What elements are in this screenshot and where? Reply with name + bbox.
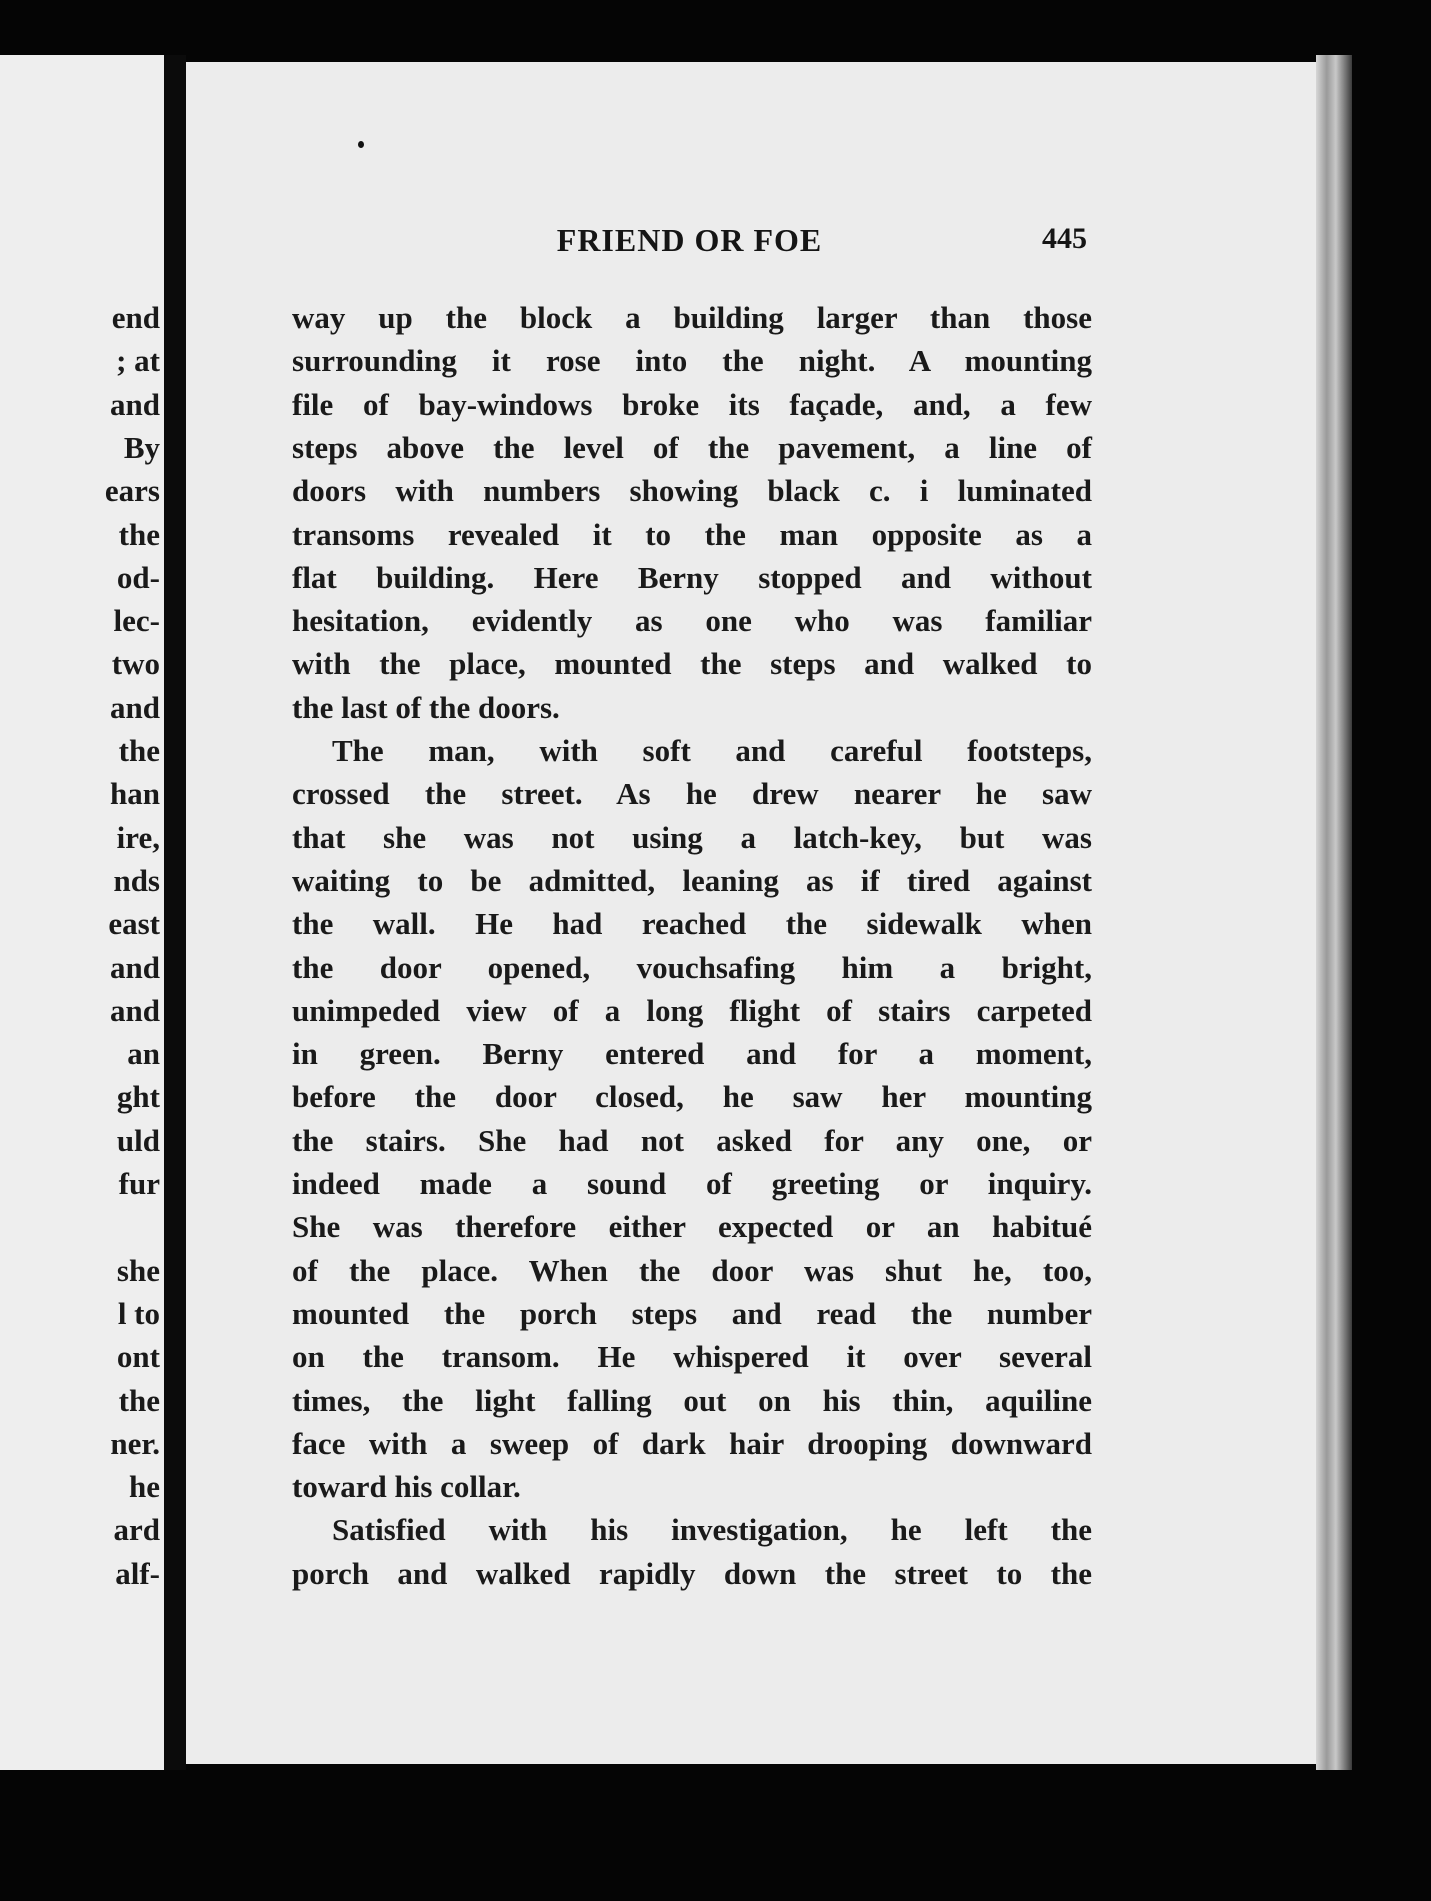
previous-page-line: l to	[117, 1295, 160, 1331]
previous-page-line: han	[110, 776, 160, 812]
previous-page-line: the	[118, 1382, 160, 1418]
text-line: mounted the porch steps and read the number	[292, 1295, 1092, 1331]
text-line: indeed made a sound of greeting or inquiry.	[292, 1166, 1092, 1201]
previous-page-line: and	[110, 689, 160, 725]
previous-page-line: two	[111, 646, 160, 682]
text-line: with the place, mounted the steps and walked to	[292, 646, 1092, 682]
previous-page-line: ire,	[116, 819, 160, 855]
text-line: flat building. Here Berny stopped and without	[292, 559, 1092, 595]
previous-page-line: nds	[113, 862, 160, 898]
page-header	[292, 222, 1087, 266]
text-line: The man, with soft and careful footsteps,	[332, 733, 1092, 768]
text-line: transoms revealed it to the man opposite as a	[292, 516, 1092, 552]
ink-speck	[358, 141, 364, 148]
previous-page-line: an	[127, 1036, 160, 1072]
previous-page-line: By	[123, 429, 160, 465]
text-line: the stairs. She had not asked for any one, or	[292, 1122, 1092, 1158]
previous-page-line: fur	[118, 1166, 160, 1201]
text-line: the wall. He had reached the sidewalk when	[292, 906, 1092, 942]
text-line: porch and walked rapidly down the street to the	[292, 1555, 1092, 1591]
text-line: of the place. When the door was shut he, too,	[292, 1252, 1092, 1288]
text-line: before the door closed, he saw her mounting	[292, 1079, 1092, 1115]
previous-page-line: and	[110, 992, 160, 1028]
text-line: on the transom. He whispered it over several	[292, 1339, 1092, 1375]
text-line: file of bay-windows broke its façade, and, a few	[292, 386, 1092, 422]
text-line: unimpeded view of a long flight of stairs carpeted	[292, 992, 1092, 1028]
text-line: face with a sweep of dark hair drooping downward	[292, 1425, 1092, 1461]
text-line: Satisfied with his investigation, he left the	[332, 1512, 1092, 1548]
text-line: steps above the level of the pavement, a line of	[292, 429, 1092, 465]
text-line: doors with numbers showing black c. i luminated	[292, 473, 1092, 509]
text-line: the last of the doors.	[292, 689, 560, 725]
previous-page-line: od-	[116, 559, 160, 595]
text-line: crossed the street. As he drew nearer he saw	[292, 776, 1092, 812]
previous-page-line: and	[110, 386, 160, 422]
previous-page-line: ght	[116, 1079, 160, 1115]
previous-page-line: lec-	[113, 603, 160, 639]
previous-page-line: he	[129, 1469, 160, 1505]
previous-page-line: ears	[104, 473, 160, 509]
previous-page-line: ; at	[116, 343, 160, 379]
book-gutter	[164, 55, 186, 1770]
text-line: times, the light falling out on his thin, aquiline	[292, 1382, 1092, 1418]
previous-page-line: alf-	[115, 1555, 160, 1591]
previous-page-line: end	[111, 300, 160, 335]
previous-page-line: east	[108, 906, 160, 942]
previous-page-line: ard	[113, 1512, 160, 1548]
previous-page-line: the	[118, 733, 160, 768]
text-line: waiting to be admitted, leaning as if tired against	[292, 862, 1092, 898]
previous-page-line: ner.	[110, 1425, 160, 1461]
previous-page-line: she	[116, 1252, 160, 1288]
page-edge	[1316, 55, 1352, 1770]
previous-page-line: uld	[116, 1122, 160, 1158]
text-line: She was therefore either expected or an habitué	[292, 1209, 1092, 1245]
text-line: in green. Berny entered and for a moment,	[292, 1036, 1092, 1072]
text-line: surrounding it rose into the night. A mounting	[292, 343, 1092, 379]
page-number: 445	[1042, 222, 1087, 255]
previous-page-line: ont	[116, 1339, 160, 1375]
text-line: that she was not using a latch-key, but was	[292, 819, 1092, 855]
previous-page-line: the	[118, 516, 160, 552]
previous-page-fragment	[0, 55, 164, 1770]
text-line: the door opened, vouchsafing him a bright,	[292, 949, 1092, 985]
running-head: FRIEND OR FOE	[556, 222, 823, 258]
text-line: toward his collar.	[292, 1469, 521, 1505]
text-line: hesitation, evidently as one who was familiar	[292, 603, 1092, 639]
previous-page-line: and	[110, 949, 160, 985]
text-line: way up the block a building larger than those	[292, 300, 1092, 335]
